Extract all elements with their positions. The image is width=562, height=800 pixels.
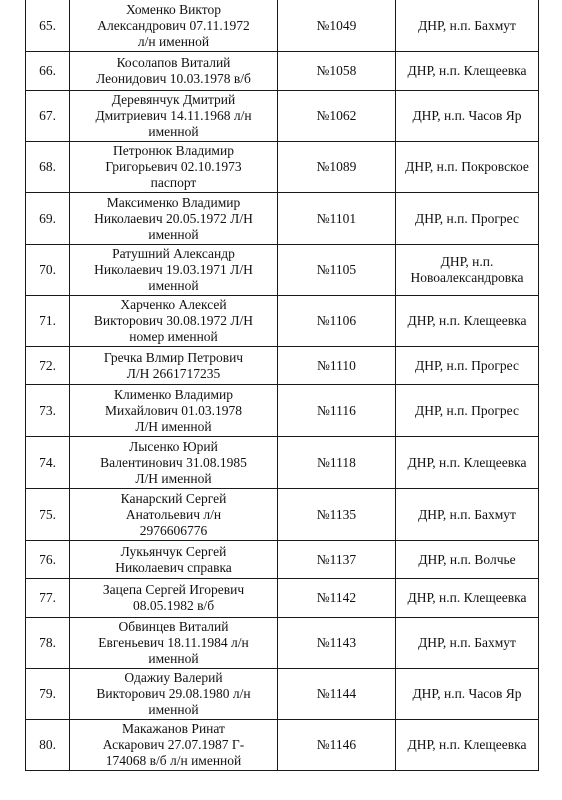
person-details-line: Викторович 30.08.1972 Л/Н [93, 313, 254, 328]
row-number: 71. [26, 296, 70, 347]
row-number: 76. [26, 541, 70, 579]
person-details-line: именной [148, 226, 199, 242]
person-details-line: Александрович 07.11.1972 [97, 17, 250, 33]
person-details-line: Григорьевич 02.10.1973 [105, 159, 242, 174]
location [396, 541, 539, 579]
table-row [26, 720, 539, 771]
person-details-line: Хоменко Виктор [126, 1, 221, 17]
person-details [70, 579, 278, 618]
location-line: ДНР, н.п. [440, 254, 494, 269]
person-details-line: Ратушний Александр [112, 246, 235, 261]
person-details [70, 193, 278, 245]
location-line: ДНР, н.п. Часов Яр [412, 108, 522, 123]
record-number: №1118 [278, 437, 396, 489]
table-row [26, 437, 539, 489]
row-number: 73. [26, 385, 70, 437]
location-line: ДНР, н.п. Клещеевка [407, 313, 527, 328]
record-number: №1058 [278, 52, 396, 91]
location-line: ДНР, н.п. Клещеевка [407, 454, 527, 470]
person-details-line: 2976606776 [139, 522, 208, 538]
person-details [70, 618, 278, 669]
row-number: 69. [26, 193, 70, 245]
person-details [70, 489, 278, 541]
table-row [26, 669, 539, 720]
record-number: №1062 [278, 91, 396, 142]
person-details-line: Л/Н именной [135, 418, 212, 434]
document-page [25, 0, 538, 771]
location-line: ДНР, н.п. Прогрес [415, 210, 519, 226]
row-number: 79. [26, 669, 70, 720]
row-number: 70. [26, 245, 70, 296]
location [396, 347, 539, 385]
person-details-line: Л/Н 2661717235 [126, 365, 221, 381]
location-line: ДНР, н.п. Бахмут [418, 17, 516, 33]
location [396, 193, 539, 245]
table-row [26, 193, 539, 245]
record-number: №1106 [278, 296, 396, 347]
person-details-line: Евгеньевич 18.11.1984 л/н [98, 635, 249, 650]
record-number: №1116 [278, 385, 396, 437]
row-number: 80. [26, 720, 70, 771]
location-line: ДНР, н.п. Бахмут [418, 635, 516, 650]
location-line: ДНР, н.п. Покровское [405, 159, 529, 174]
person-details-line: Аскарович 27.07.1987 Г- [102, 737, 245, 752]
location-line: ДНР, н.п. Клещеевка [407, 737, 527, 752]
table-row [26, 618, 539, 669]
person-details-line: Клименко Владимир [113, 386, 234, 402]
person-details-line: номер именной [129, 329, 218, 344]
person-details-line: Обвинцев Виталий [118, 619, 229, 634]
person-details-line: Максименко Владимир [106, 194, 241, 210]
location [396, 437, 539, 489]
person-details-line: Леонидович 10.03.1978 в/б [96, 71, 251, 86]
person-details-line: Петронюк Владимир [113, 143, 234, 158]
person-details-line: л/н именной [137, 33, 210, 49]
record-number: №1146 [278, 720, 396, 771]
row-number: 66. [26, 52, 70, 91]
records-body [26, 0, 539, 771]
record-number: №1137 [278, 541, 396, 579]
person-details-line: Дмитриевич 14.11.1968 л/н [95, 108, 252, 123]
record-number: №1143 [278, 618, 396, 669]
person-details-line: Валентинович 31.08.1985 [100, 454, 247, 470]
record-number: №1144 [278, 669, 396, 720]
record-number: №1110 [278, 347, 396, 385]
person-details [70, 296, 278, 347]
location-line: ДНР, н.п. Прогрес [415, 402, 519, 418]
table-row [26, 52, 539, 91]
location-line: ДНР, н.п. Часов Яр [412, 686, 522, 701]
location [396, 579, 539, 618]
table-row [26, 296, 539, 347]
record-number: №1105 [278, 245, 396, 296]
person-details-line: Гречка Влмир Петрович [103, 349, 244, 365]
person-details [70, 437, 278, 489]
location [396, 669, 539, 720]
location [396, 489, 539, 541]
location-line: ДНР, н.п. Волчье [418, 551, 516, 567]
location [396, 385, 539, 437]
records-table [25, 0, 539, 771]
person-details-line: Косолапов Виталий [116, 55, 231, 70]
person-details-line: именной [148, 278, 199, 293]
person-details-line: Канарский Сергей [120, 490, 227, 506]
person-details-line: Одажиу Валерий [124, 670, 223, 685]
location [396, 142, 539, 193]
location [396, 296, 539, 347]
location [396, 618, 539, 669]
table-row [26, 142, 539, 193]
person-details-line: именной [148, 124, 199, 139]
person-details-line: Макажанов Ринат [122, 721, 225, 736]
table-row [26, 0, 539, 52]
person-details [70, 669, 278, 720]
person-details [70, 0, 278, 52]
row-number: 68. [26, 142, 70, 193]
record-number: №1089 [278, 142, 396, 193]
person-details-line: Деревянчук Дмитрий [111, 92, 236, 107]
person-details-line: Харченко Алексей [120, 297, 227, 312]
person-details [70, 720, 278, 771]
person-details-line: Николаевич 20.05.1972 Л/Н [94, 210, 253, 226]
person-details-line: паспорт [150, 175, 197, 190]
table-row [26, 385, 539, 437]
person-details-line: именной [148, 651, 199, 666]
table-row [26, 489, 539, 541]
location [396, 91, 539, 142]
location-line: ДНР, н.п. Бахмут [418, 506, 516, 522]
location-line: ДНР, н.п. Прогрес [415, 357, 519, 373]
row-number: 65. [26, 0, 70, 52]
row-number: 74. [26, 437, 70, 489]
row-number: 75. [26, 489, 70, 541]
person-details-line: Михайлович 01.03.1978 [104, 402, 243, 418]
location-line: ДНР, н.п. Клещеевка [407, 590, 527, 605]
person-details-line: Лысенко Юрий [129, 438, 218, 454]
person-details [70, 385, 278, 437]
location-line: ДНР, н.п. Клещеевка [407, 63, 527, 78]
person-details-line: Николаевич справка [115, 559, 232, 575]
table-row [26, 579, 539, 618]
record-number: №1101 [278, 193, 396, 245]
record-number: №1142 [278, 579, 396, 618]
table-row [26, 91, 539, 142]
row-number: 77. [26, 579, 70, 618]
record-number: №1135 [278, 489, 396, 541]
person-details-line: Л/Н именной [135, 470, 212, 486]
row-number: 72. [26, 347, 70, 385]
row-number: 78. [26, 618, 70, 669]
location [396, 52, 539, 91]
person-details [70, 347, 278, 385]
person-details-line: Анатольевич л/н [125, 506, 222, 522]
location-line: Новоалександровка [410, 270, 524, 285]
person-details [70, 142, 278, 193]
person-details-line: 174068 в/б л/н именной [105, 753, 242, 768]
person-details-line: Николаевич 19.03.1971 Л/Н [94, 262, 253, 277]
person-details-line: Викторович 29.08.1980 л/н [96, 686, 251, 701]
record-number: №1049 [278, 0, 396, 52]
location [396, 0, 539, 52]
table-row [26, 347, 539, 385]
location [396, 720, 539, 771]
location [396, 245, 539, 296]
person-details [70, 91, 278, 142]
person-details-line: Лукьянчук Сергей [120, 543, 227, 559]
person-details [70, 541, 278, 579]
table-row [26, 541, 539, 579]
person-details-line: именной [148, 702, 199, 717]
person-details-line: Зацепа Сергей Игоревич [102, 582, 245, 597]
person-details [70, 245, 278, 296]
person-details-line: 08.05.1982 в/б [132, 598, 215, 613]
row-number: 67. [26, 91, 70, 142]
table-row [26, 245, 539, 296]
person-details [70, 52, 278, 91]
